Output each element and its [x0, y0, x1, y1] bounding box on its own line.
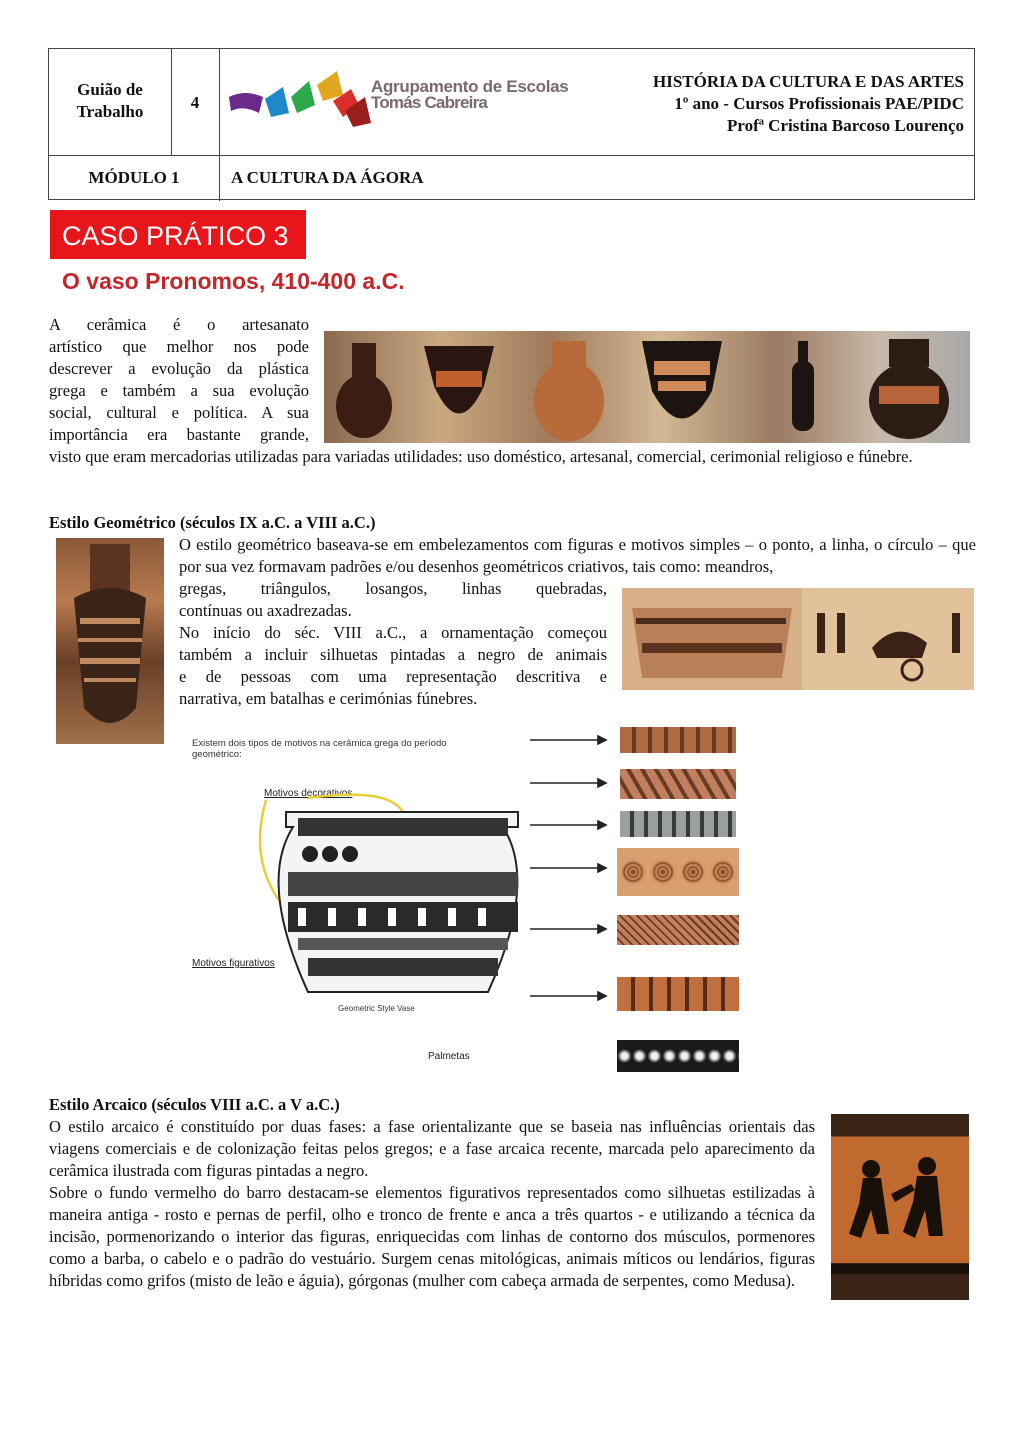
- geometric-line: narrativa, em batalhas e cerimónias fúnebres.: [179, 689, 478, 708]
- motif-strip-circles: [617, 848, 739, 896]
- archaic-vase-photo: [831, 1114, 969, 1300]
- motif-strip: [620, 811, 736, 837]
- vase-drawing-icon: [188, 732, 528, 1017]
- course-line2: 1º ano - Cursos Profissionais PAE/PIDC: [674, 94, 964, 113]
- case-badge: CASO PRÁTICO 3: [50, 210, 306, 259]
- teacher-name: Profª Cristina Barcoso Lourenço: [727, 116, 964, 135]
- module-title: A CULTURA DA ÁGORA: [231, 168, 424, 187]
- guiao-label: Guião de Trabalho: [76, 80, 144, 121]
- geometric-heading: Estilo Geométrico (séculos IX a.C. a VIII a.C.): [49, 513, 376, 532]
- geometric-amphora-photo: [56, 538, 164, 744]
- course-title: HISTÓRIA DA CULTURA E DAS ARTES: [652, 72, 964, 91]
- intro-line: grega e também a sua evolução: [49, 381, 309, 400]
- geometric-para-top: O estilo geométrico baseava-se em embelezamentos com figuras e motivos simples – o ponto, a linha, o círculo – que por sua vez formavam padrões e/ou desenhos geométricos criativos, tais como: meandros,: [179, 535, 976, 576]
- intro-line: artístico que melhor nos pode: [49, 337, 309, 356]
- decorative-label: Motivos decorativos: [264, 788, 353, 799]
- archaic-text: [49, 1116, 815, 1292]
- archaic-heading: Estilo Arcaico (séculos VIII a.C. a V a.C.): [49, 1095, 340, 1114]
- intro-line: A cerâmica é o artesanato: [49, 315, 309, 334]
- intro-lines: [49, 314, 309, 446]
- intro-continuation: visto que eram mercadorias utilizadas para variadas utilidades: uso doméstico, artesanal, comercial, cerimonial religioso e fúnebre.: [49, 447, 913, 466]
- geometric-line: contínuas ou axadrezadas.: [179, 601, 352, 620]
- palmettes-strip: [617, 1040, 739, 1072]
- divider: [219, 49, 220, 201]
- intro-line: social, cultural e política. A sua: [49, 403, 309, 422]
- geometric-line: No início do séc. VIII a.C., a ornamentação começou: [179, 623, 607, 642]
- geometric-motifs-diagram: [188, 732, 528, 1017]
- header-table: [48, 48, 975, 200]
- motif-strip: [620, 727, 736, 753]
- diagram-caption: Geometric Style Vase: [338, 1004, 415, 1013]
- geometric-line: também a incluir silhuetas pintadas a negro de animais: [179, 645, 607, 664]
- geometric-krater-photo: [622, 588, 974, 690]
- geometric-line: gregas, triângulos, losangos, linhas quebradas,: [179, 579, 607, 598]
- palmetas-label: Palmetas: [428, 1051, 470, 1062]
- krater-icon: [622, 588, 974, 690]
- figurative-label: Motivos figurativos: [192, 958, 275, 969]
- black-figure-icon: [831, 1114, 969, 1300]
- diagram-intro-line: Existem dois tipos de motivos na cerâmica grega do período: [192, 738, 447, 749]
- course-info: [653, 71, 964, 137]
- arrow-icons: [528, 728, 608, 1018]
- vases-photo-strip: [324, 331, 970, 443]
- motif-strip: [617, 915, 739, 945]
- archaic-paragraph: Sobre o fundo vermelho do barro destacam-se elementos figurativos representados como silhuetas estilizadas à maneira antiga - rosto e pernas de perfil, olho e tronco de frente e anca a três quartos - e utilizando a técnica da incisão, pormenorizando o interior das figuras, enriquecidas com linhas de contorno dos músculos, pormenores como a barba, o cabelo e o padrão do vestuário. Surgem cenas mitológicas, animais míticos ou lendários, figuras híbridas como grifos (misto de leão e águia), górgonas (mulher com cabeça armada de serpentes, como Medusa).: [49, 1183, 815, 1290]
- motif-strip: [617, 977, 739, 1011]
- amphora-icon: [56, 538, 164, 744]
- geometric-line: e de pessoas com uma representação descritiva e: [179, 667, 607, 686]
- intro-line: importância era bastante grande,: [49, 425, 309, 444]
- geometric-lines: [179, 578, 607, 710]
- worksheet-number: 4: [190, 93, 200, 112]
- vases-icon: [324, 331, 970, 443]
- page-subtitle: O vaso Pronomos, 410-400 a.C.: [62, 268, 405, 294]
- intro-line: descrever a evolução da plástica: [49, 359, 309, 378]
- module-label: MÓDULO 1: [88, 168, 180, 187]
- diagram-intro-line: geométrico:: [192, 749, 242, 760]
- archaic-paragraph: O estilo arcaico é constituído por duas fases: a fase orientalizante que se baseia nas influências orientais das viagens comerciais e de colonização feitas pelos gregos; e a fase arcaica recente, marcada pelo aparecimento da cerâmica ilustrada com figuras pintadas a negro.: [49, 1117, 815, 1180]
- logo-line2: Tomás Cabreira: [371, 93, 488, 112]
- divider: [49, 155, 974, 156]
- logo-line1: Agrupamento de Escolas: [371, 77, 569, 96]
- motif-strip: [620, 769, 736, 799]
- school-logo-icon: [225, 67, 375, 135]
